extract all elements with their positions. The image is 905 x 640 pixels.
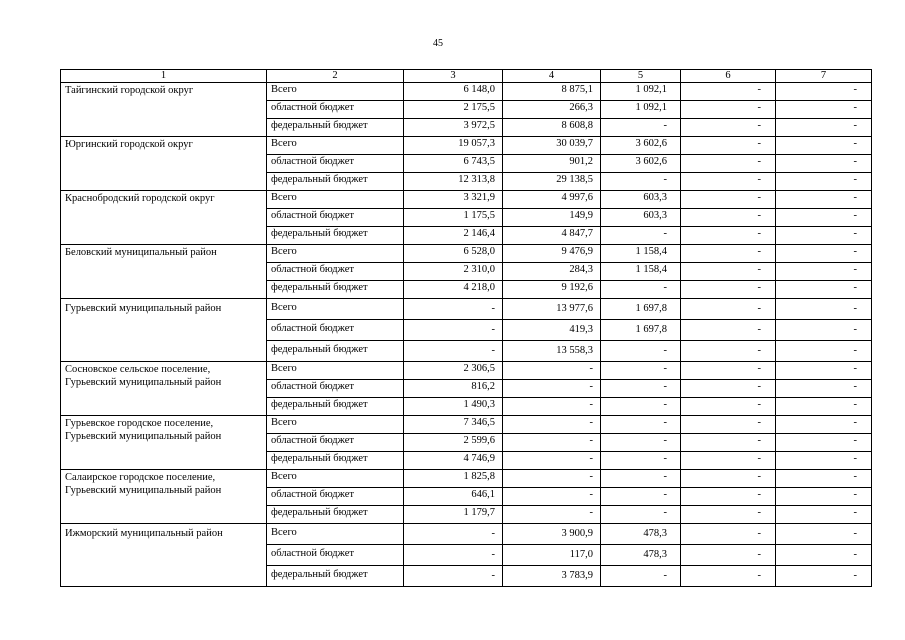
value-col3-cell: 19 057,3 xyxy=(404,137,503,155)
organization-name: Краснобродский городской округ xyxy=(61,191,267,245)
value-col5-cell: - xyxy=(601,470,681,488)
value-col7-cell: - xyxy=(776,155,872,173)
value-col3-cell: 1 490,3 xyxy=(404,398,503,416)
budget-type-cell: областной бюджет xyxy=(267,545,404,566)
value-col6-cell: - xyxy=(681,398,776,416)
value-col5-cell: - xyxy=(601,362,681,380)
value-col4-cell: - xyxy=(503,398,601,416)
budget-type-cell: Всего xyxy=(267,191,404,209)
value-col6-cell: - xyxy=(681,281,776,299)
value-col6-cell: - xyxy=(681,566,776,587)
value-col6-cell: - xyxy=(681,362,776,380)
budget-type-cell: Всего xyxy=(267,299,404,320)
value-col6-cell: - xyxy=(681,452,776,470)
value-col6-cell: - xyxy=(681,227,776,245)
value-col7-cell: - xyxy=(776,173,872,191)
column-header: 4 xyxy=(503,70,601,83)
value-col4-cell: 4 847,7 xyxy=(503,227,601,245)
value-col5-cell: 1 158,4 xyxy=(601,245,681,263)
value-col3-cell: 646,1 xyxy=(404,488,503,506)
organization-name: Гурьевский муниципальный район xyxy=(61,299,267,362)
value-col7-cell: - xyxy=(776,434,872,452)
value-col3-cell: - xyxy=(404,524,503,545)
value-col7-cell: - xyxy=(776,506,872,524)
value-col7-cell: - xyxy=(776,398,872,416)
value-col4-cell: - xyxy=(503,362,601,380)
column-header: 5 xyxy=(601,70,681,83)
value-col4-cell: - xyxy=(503,380,601,398)
value-col5-cell: - xyxy=(601,341,681,362)
value-col6-cell: - xyxy=(681,83,776,101)
value-col4-cell: 419,3 xyxy=(503,320,601,341)
value-col5-cell: 478,3 xyxy=(601,524,681,545)
value-col6-cell: - xyxy=(681,470,776,488)
value-col3-cell: 3 972,5 xyxy=(404,119,503,137)
value-col7-cell: - xyxy=(776,227,872,245)
budget-type-cell: федеральный бюджет xyxy=(267,227,404,245)
value-col7-cell: - xyxy=(776,137,872,155)
value-col5-cell: - xyxy=(601,398,681,416)
value-col3-cell: 6 528,0 xyxy=(404,245,503,263)
value-col3-cell: 2 310,0 xyxy=(404,263,503,281)
value-col4-cell: 30 039,7 xyxy=(503,137,601,155)
budget-type-cell: областной бюджет xyxy=(267,155,404,173)
value-col4-cell: - xyxy=(503,416,601,434)
budget-type-cell: Всего xyxy=(267,83,404,101)
budget-table xyxy=(60,69,872,587)
value-col5-cell: 1 697,8 xyxy=(601,299,681,320)
column-number-row xyxy=(61,70,872,83)
value-col3-cell: - xyxy=(404,566,503,587)
value-col3-cell: 1 179,7 xyxy=(404,506,503,524)
value-col5-cell: 1 092,1 xyxy=(601,101,681,119)
value-col7-cell: - xyxy=(776,83,872,101)
budget-type-cell: федеральный бюджет xyxy=(267,506,404,524)
value-col6-cell: - xyxy=(681,320,776,341)
value-col6-cell: - xyxy=(681,191,776,209)
column-header: 2 xyxy=(267,70,404,83)
value-col5-cell: - xyxy=(601,488,681,506)
value-col6-cell: - xyxy=(681,416,776,434)
value-col5-cell: - xyxy=(601,227,681,245)
budget-type-cell: областной бюджет xyxy=(267,320,404,341)
value-col7-cell: - xyxy=(776,101,872,119)
value-col7-cell: - xyxy=(776,380,872,398)
table-row xyxy=(61,416,872,434)
value-col7-cell: - xyxy=(776,362,872,380)
value-col4-cell: - xyxy=(503,488,601,506)
value-col7-cell: - xyxy=(776,299,872,320)
value-col7-cell: - xyxy=(776,245,872,263)
value-col5-cell: - xyxy=(601,281,681,299)
value-col5-cell: 1 092,1 xyxy=(601,83,681,101)
value-col5-cell: 603,3 xyxy=(601,209,681,227)
value-col3-cell: 12 313,8 xyxy=(404,173,503,191)
value-col3-cell: 4 218,0 xyxy=(404,281,503,299)
value-col7-cell: - xyxy=(776,524,872,545)
value-col6-cell: - xyxy=(681,380,776,398)
table-row xyxy=(61,245,872,263)
value-col6-cell: - xyxy=(681,173,776,191)
value-col4-cell: 8 608,8 xyxy=(503,119,601,137)
table-row xyxy=(61,137,872,155)
value-col3-cell: 2 306,5 xyxy=(404,362,503,380)
budget-type-cell: Всего xyxy=(267,245,404,263)
value-col4-cell: 117,0 xyxy=(503,545,601,566)
value-col4-cell: 3 900,9 xyxy=(503,524,601,545)
budget-type-cell: областной бюджет xyxy=(267,101,404,119)
value-col6-cell: - xyxy=(681,119,776,137)
value-col5-cell: 3 602,6 xyxy=(601,137,681,155)
value-col5-cell: 1 158,4 xyxy=(601,263,681,281)
organization-name: Юргинский городской округ xyxy=(61,137,267,191)
organization-name: Сосновское сельское поселение, Гурьевский муниципальный район xyxy=(61,362,267,416)
table-row xyxy=(61,83,872,101)
budget-type-cell: областной бюджет xyxy=(267,380,404,398)
value-col4-cell: 284,3 xyxy=(503,263,601,281)
page-number: 45 xyxy=(433,38,443,49)
value-col4-cell: 149,9 xyxy=(503,209,601,227)
value-col3-cell: - xyxy=(404,545,503,566)
value-col4-cell: 4 997,6 xyxy=(503,191,601,209)
value-col3-cell: - xyxy=(404,320,503,341)
budget-type-cell: Всего xyxy=(267,416,404,434)
value-col7-cell: - xyxy=(776,119,872,137)
value-col6-cell: - xyxy=(681,506,776,524)
value-col5-cell: 1 697,8 xyxy=(601,320,681,341)
value-col6-cell: - xyxy=(681,488,776,506)
value-col5-cell: 478,3 xyxy=(601,545,681,566)
value-col4-cell: - xyxy=(503,506,601,524)
organization-name: Беловский муниципальный район xyxy=(61,245,267,299)
value-col6-cell: - xyxy=(681,245,776,263)
value-col4-cell: - xyxy=(503,470,601,488)
budget-type-cell: областной бюджет xyxy=(267,434,404,452)
value-col5-cell: 603,3 xyxy=(601,191,681,209)
budget-type-cell: областной бюджет xyxy=(267,209,404,227)
table-row xyxy=(61,191,872,209)
value-col6-cell: - xyxy=(681,545,776,566)
value-col4-cell: 3 783,9 xyxy=(503,566,601,587)
value-col3-cell: 1 175,5 xyxy=(404,209,503,227)
value-col7-cell: - xyxy=(776,545,872,566)
budget-type-cell: федеральный бюджет xyxy=(267,398,404,416)
organization-name: Гурьевское городское поселение, Гурьевский муниципальный район xyxy=(61,416,267,470)
value-col7-cell: - xyxy=(776,341,872,362)
value-col6-cell: - xyxy=(681,155,776,173)
column-header: 6 xyxy=(681,70,776,83)
value-col6-cell: - xyxy=(681,341,776,362)
value-col7-cell: - xyxy=(776,452,872,470)
table-row xyxy=(61,470,872,488)
budget-type-cell: Всего xyxy=(267,524,404,545)
value-col7-cell: - xyxy=(776,488,872,506)
column-header: 3 xyxy=(404,70,503,83)
value-col3-cell: 6 148,0 xyxy=(404,83,503,101)
budget-type-cell: Всего xyxy=(267,137,404,155)
value-col3-cell: 2 599,6 xyxy=(404,434,503,452)
budget-type-cell: федеральный бюджет xyxy=(267,119,404,137)
value-col4-cell: 29 138,5 xyxy=(503,173,601,191)
budget-type-cell: федеральный бюджет xyxy=(267,173,404,191)
budget-type-cell: областной бюджет xyxy=(267,488,404,506)
value-col4-cell: 9 476,9 xyxy=(503,245,601,263)
value-col6-cell: - xyxy=(681,434,776,452)
organization-name: Тайгинский городской округ xyxy=(61,83,267,137)
value-col5-cell: - xyxy=(601,452,681,470)
value-col4-cell: 9 192,6 xyxy=(503,281,601,299)
value-col4-cell: 13 558,3 xyxy=(503,341,601,362)
value-col3-cell: 7 346,5 xyxy=(404,416,503,434)
table-row xyxy=(61,524,872,545)
value-col7-cell: - xyxy=(776,416,872,434)
value-col3-cell: 2 146,4 xyxy=(404,227,503,245)
value-col4-cell: - xyxy=(503,452,601,470)
value-col3-cell: 1 825,8 xyxy=(404,470,503,488)
budget-type-cell: Всего xyxy=(267,362,404,380)
value-col4-cell: 901,2 xyxy=(503,155,601,173)
value-col3-cell: 6 743,5 xyxy=(404,155,503,173)
value-col5-cell: - xyxy=(601,434,681,452)
value-col5-cell: 3 602,6 xyxy=(601,155,681,173)
budget-type-cell: федеральный бюджет xyxy=(267,281,404,299)
value-col3-cell: 3 321,9 xyxy=(404,191,503,209)
budget-type-cell: Всего xyxy=(267,470,404,488)
value-col3-cell: 2 175,5 xyxy=(404,101,503,119)
value-col3-cell: 4 746,9 xyxy=(404,452,503,470)
value-col6-cell: - xyxy=(681,263,776,281)
value-col6-cell: - xyxy=(681,524,776,545)
value-col3-cell: - xyxy=(404,341,503,362)
value-col6-cell: - xyxy=(681,299,776,320)
table-row xyxy=(61,299,872,320)
value-col6-cell: - xyxy=(681,137,776,155)
value-col7-cell: - xyxy=(776,320,872,341)
value-col3-cell: - xyxy=(404,299,503,320)
value-col7-cell: - xyxy=(776,191,872,209)
value-col6-cell: - xyxy=(681,101,776,119)
value-col7-cell: - xyxy=(776,263,872,281)
budget-type-cell: федеральный бюджет xyxy=(267,341,404,362)
value-col5-cell: - xyxy=(601,566,681,587)
organization-name: Ижморский муниципальный район xyxy=(61,524,267,587)
value-col3-cell: 816,2 xyxy=(404,380,503,398)
value-col4-cell: 266,3 xyxy=(503,101,601,119)
value-col7-cell: - xyxy=(776,281,872,299)
value-col5-cell: - xyxy=(601,173,681,191)
value-col6-cell: - xyxy=(681,209,776,227)
value-col7-cell: - xyxy=(776,470,872,488)
value-col4-cell: 13 977,6 xyxy=(503,299,601,320)
value-col5-cell: - xyxy=(601,506,681,524)
column-header: 1 xyxy=(61,70,267,83)
value-col5-cell: - xyxy=(601,416,681,434)
budget-type-cell: федеральный бюджет xyxy=(267,566,404,587)
budget-type-cell: областной бюджет xyxy=(267,263,404,281)
table-row xyxy=(61,362,872,380)
column-header: 7 xyxy=(776,70,872,83)
budget-type-cell: федеральный бюджет xyxy=(267,452,404,470)
value-col7-cell: - xyxy=(776,566,872,587)
value-col4-cell: 8 875,1 xyxy=(503,83,601,101)
value-col7-cell: - xyxy=(776,209,872,227)
value-col4-cell: - xyxy=(503,434,601,452)
organization-name: Салаирское городское поселение, Гурьевский муниципальный район xyxy=(61,470,267,524)
value-col5-cell: - xyxy=(601,380,681,398)
value-col5-cell: - xyxy=(601,119,681,137)
